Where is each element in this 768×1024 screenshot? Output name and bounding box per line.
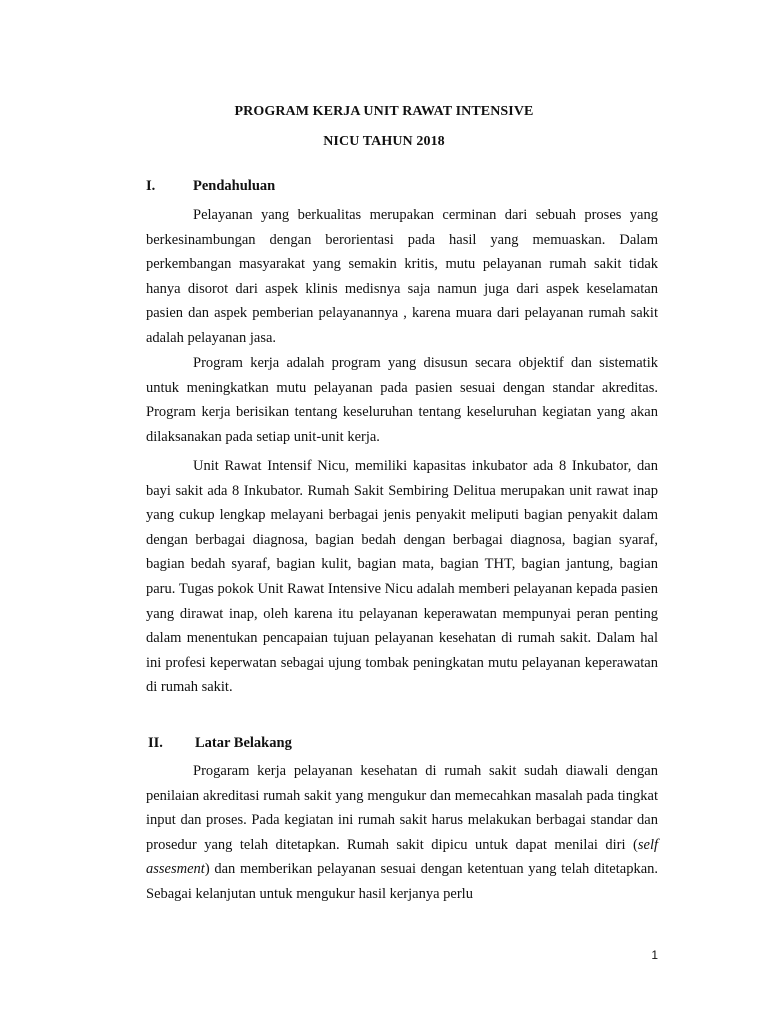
paragraph-text: ) dan memberikan pelayanan sesuai dengan ketentuan yang telah ditetapkan. Sebagai kelanjutan untuk mengukur hasil kerjanya perlu [146, 861, 658, 902]
paragraph: Pelayanan yang berkualitas merupakan cerminan dari sebuah proses yang berkesinambungan dengan berorientasi pada hasil yang memuaskan. Dalam perkembangan masyarakat yang semakin kritis, mutu pelayanan rumah sakit tidak hanya disorot dari aspek klinis medisnya saja namun juga dari aspek keselamatan pasien dan aspek pemberian pelayanannya , karena muara dari pelayanan rumah sakit adalah pelayanan jasa. [146, 207, 658, 346]
section-title: Pendahuluan [193, 178, 276, 194]
section-heading-latar-belakang [148, 735, 292, 752]
section-heading-pendahuluan [146, 178, 275, 195]
document-title-line-2: NICU TAHUN 2018 [323, 134, 445, 149]
paragraph [146, 759, 658, 907]
italic-term: self assesment [146, 836, 658, 878]
section-number: II. [148, 735, 163, 751]
paragraph-text: Progaram kerja pelayanan kesehatan di rumah sakit sudah diawali dengan penilaian akreditasi rumah sakit yang mengukur dan memecahkan masalah pada tingkat input dan proses. Pada kegiatan ini rumah sakit harus melakukan berbagai standar dan prosedur yang telah ditetapkan. Rumah sakit dipicu untuk dapat menilai diri ( [146, 763, 658, 853]
paragraph: Program kerja adalah program yang disusun secara objektif dan sistematik untuk meningkatkan mutu pelayanan pada pasien sesuai dengan standar akreditas. Program kerja berisikan tentang keseluruhan tentang keseluruhan kegiatan yang akan dilaksanakan pada setiap unit-unit kerja. [146, 355, 658, 445]
paragraph: Unit Rawat Intensif Nicu, memiliki kapasitas inkubator ada 8 Inkubator, dan bayi sakit ada 8 Inkubator. Rumah Sakit Sembiring Delitua merupakan unit rawat inap yang cukup lengkap melayani berbagai jenis penyakit meliputi bagian penyakit dalam dengan berbagai diagnosa, bagian bedah dengan berbagai diagnosa, bagian syaraf, bagian bedah syaraf, bagian kulit, bagian mata, bagian THT, bagian jantung, bagian paru. Tugas pokok Unit Rawat Intensive Nicu adalah memberi pelayanan kepada pasien yang dirawat inap, oleh karena itu pelayanan keperawatan mempunyai peran penting dalam menentukan pencapaian tujuan pelayanan kesehatan di rumah sakit. Dalam hal ini profesi keperwatan sebagai ujung tombak peningkatan mutu pelayanan keperawatan di rumah sakit. [146, 458, 658, 696]
page-number: 1 [651, 948, 658, 962]
document-title-line-1: PROGRAM KERJA UNIT RAWAT INTENSIVE [234, 104, 534, 119]
section-title: Latar Belakang [195, 735, 292, 751]
section-number: I. [146, 178, 156, 194]
